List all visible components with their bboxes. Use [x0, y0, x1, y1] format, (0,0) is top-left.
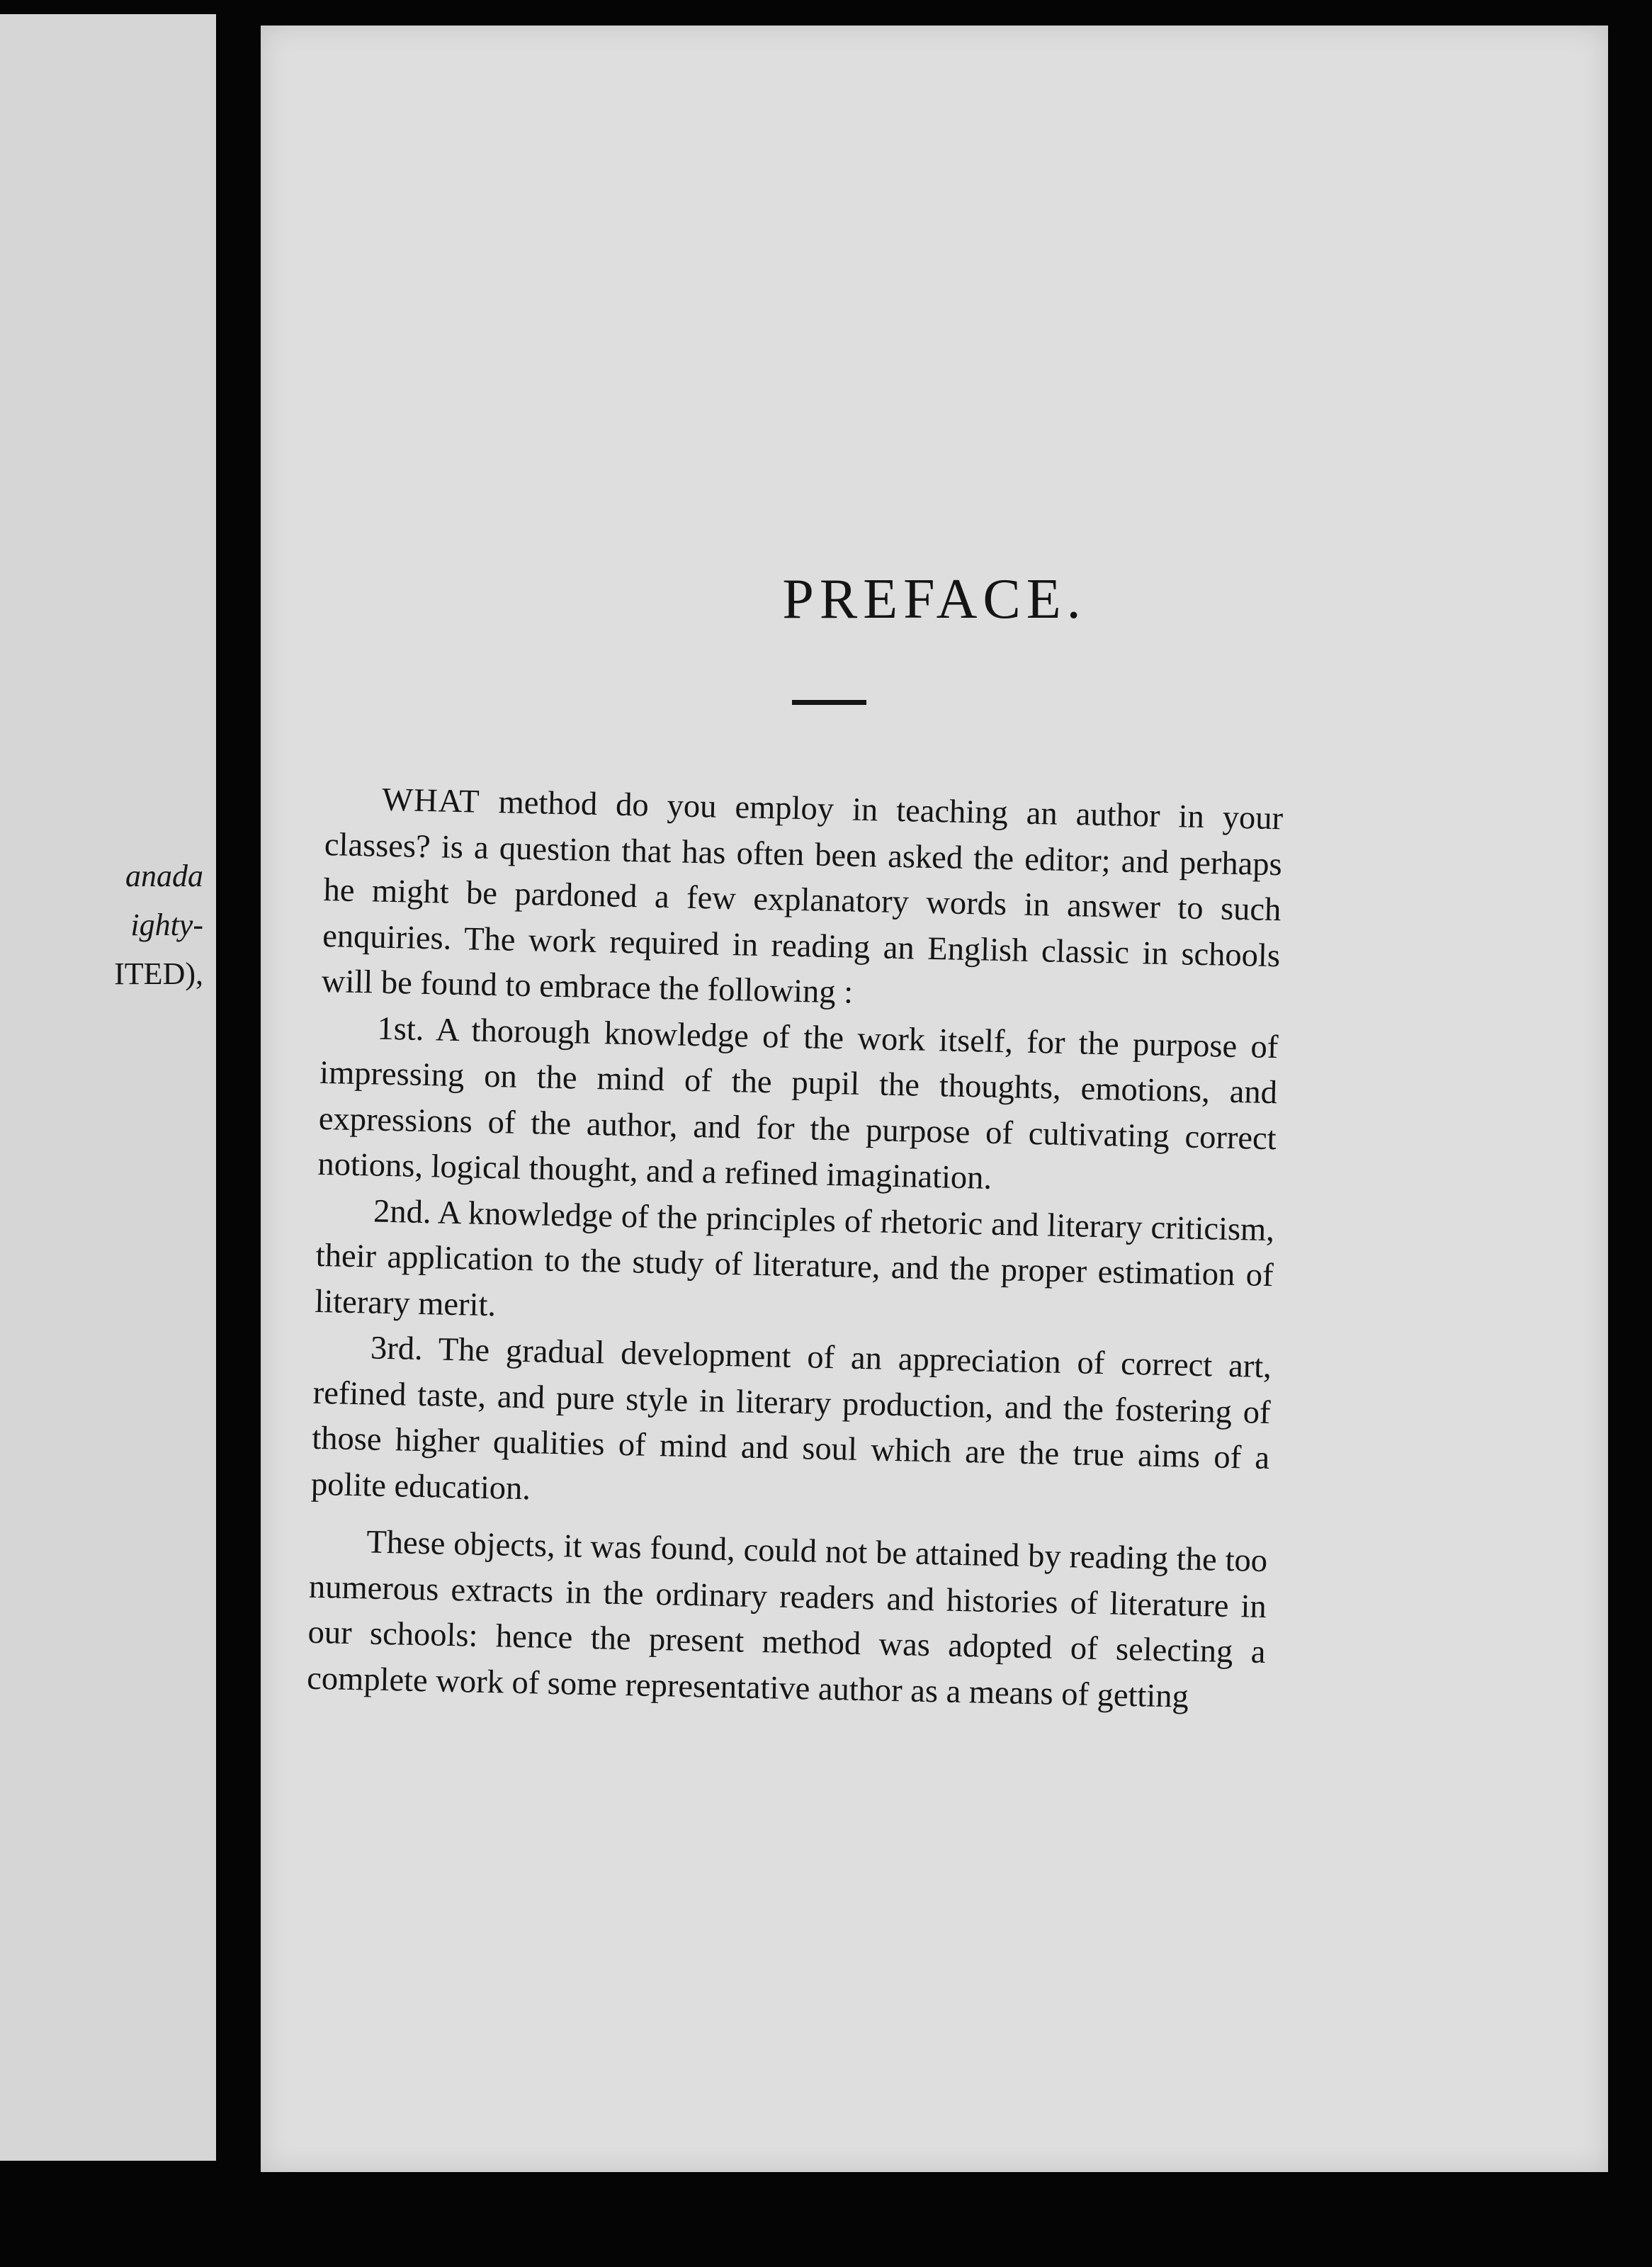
list-marker: 1st.: [377, 1010, 424, 1048]
paragraph-text: method do you employ in teaching an author in your classes? is a question that has often been asked the editor; and perhaps he might be pardoned a few explanatory words in answer to such enquiries. The work required in reading an English classic in schools will be found to embrace the following :: [321, 784, 1284, 1011]
left-facing-page: [0, 14, 216, 2161]
left-page-fragment: ITED),: [114, 956, 203, 991]
paragraph-text: A knowledge of the principles of rhetoric and literary criticism, their application to the study of literature, and the proper estimation of literary merit.: [314, 1194, 1275, 1323]
left-page-fragment: ighty-: [130, 908, 203, 942]
title-rule: [792, 700, 866, 705]
paragraph: [315, 1187, 1275, 1345]
paragraph-text: The gradual development of an appreciation of correct art, refined taste, and pure style in literary production, and the fostering of those higher qualities of mind and soul which are the true aims of a polite education.: [310, 1331, 1272, 1507]
page-title: PREFACE.: [782, 568, 1087, 631]
paragraph: [310, 1325, 1272, 1527]
paragraph: [307, 1519, 1268, 1722]
paragraph: [317, 1005, 1279, 1207]
list-marker: 3rd.: [370, 1330, 424, 1368]
paragraph-text: These objects, it was found, could not be attained by reading the too numerous extracts in the ordinary readers and histories of literature in our schools: hence the present method was adopted of selecting a complete work of some representative author as a means of getting: [306, 1524, 1268, 1715]
list-marker: 2nd.: [373, 1193, 432, 1231]
left-page-fragment: anada: [125, 859, 203, 893]
lead-word: WHAT: [381, 781, 481, 820]
paragraph-text: A thorough knowledge of the work itself, for the purpose of impressing on the mind of the pupil the thoughts, emotions, and expressions of the author, and for the purpose of cultivating correct notions, logical thought, and a refined imagination.: [317, 1011, 1279, 1197]
preface-body: [307, 776, 1284, 1722]
preface-page: [261, 26, 1608, 2172]
paragraph: [321, 776, 1283, 1025]
